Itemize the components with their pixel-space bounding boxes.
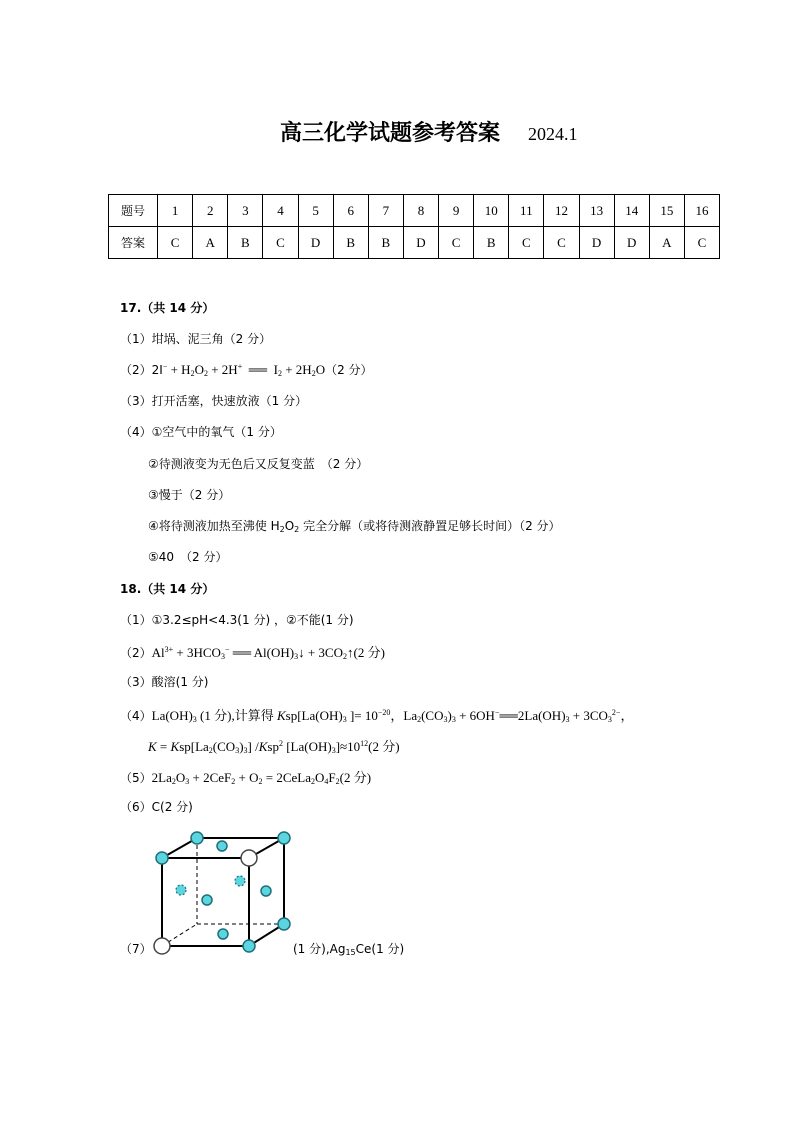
q18-part6: （6）C(2 分) — [120, 800, 193, 814]
q17-part4-3: ③慢于（2 分） — [148, 488, 231, 502]
number-row-label: 题号 — [109, 195, 158, 227]
question-number-cell: 4 — [263, 195, 298, 227]
answer-cell: C — [544, 227, 579, 259]
atom-face-top — [217, 841, 227, 851]
answer-table — [108, 194, 720, 259]
atom-corner — [191, 832, 203, 844]
atom-face-front — [202, 895, 212, 905]
number-row — [109, 195, 720, 227]
answer-row-label: 答案 — [109, 227, 158, 259]
question-number-cell: 16 — [684, 195, 719, 227]
q17-part2-score: （2 分） — [325, 363, 373, 377]
question-number-cell: 9 — [439, 195, 474, 227]
question-number-cell: 5 — [298, 195, 333, 227]
q18-part3: （3）酸溶(1 分) — [120, 675, 209, 689]
crystal-cell-diagram — [150, 828, 300, 958]
question-number-cell: 6 — [333, 195, 368, 227]
title-date: 2024.1 — [528, 124, 578, 144]
q18-part7-answer: (1 分)$,Ag_{15}Ce(1$ 分) — [293, 942, 405, 957]
atom-face-hidden — [235, 876, 245, 886]
answer-cell: C — [158, 227, 193, 259]
page-title — [280, 116, 680, 147]
q18-part2: $(2)Al^{3+} + 3HCO_3^-$ ══ $Al(OH)_3↓$ + $3CO_2↑(2$ 分) — [120, 645, 385, 661]
q18-part4-score: (2 分) — [368, 739, 400, 754]
question-number-cell: 10 — [474, 195, 509, 227]
answer-cell: D — [579, 227, 614, 259]
q17-header: 17.（共 14 分） — [120, 301, 215, 315]
question-number-cell: 3 — [228, 195, 263, 227]
q18-header: 18.（共 14 分） — [120, 582, 215, 596]
question-number-cell: 15 — [649, 195, 684, 227]
question-number-cell: 2 — [193, 195, 228, 227]
answer-cell: B — [228, 227, 263, 259]
title-text: 高三化学试题参考答案 — [280, 121, 501, 146]
answer-cell: A — [193, 227, 228, 259]
answer-cell: C — [509, 227, 544, 259]
answer-cell: B — [474, 227, 509, 259]
q18-part2-score: (2 分) — [353, 645, 385, 660]
question-number-cell: 14 — [614, 195, 649, 227]
q17-part2: $(2)2I^- + H_2O_2 + 2H^+$ ══ $I_2 + 2H_2O(2$ 分） — [120, 362, 373, 378]
answer-cell: D — [403, 227, 438, 259]
question-number-cell: 12 — [544, 195, 579, 227]
q18-part1: （1）①3.2≤pH<4.3(1 分) ，②不能(1 分) — [120, 613, 354, 627]
atom-face-bottom — [218, 929, 228, 939]
answer-cell: D — [614, 227, 649, 259]
q17-part4-1: （4）①空气中的氧气（1 分） — [120, 425, 282, 439]
atom-face-right — [261, 886, 271, 896]
q17-part4-4: ④将待测液加热至沸使 $H_2O_2$ 完全分解（或将待测液静置足够长时间）（2 分） — [148, 519, 561, 534]
q17-part1: （1）坩埚、泥三角（2 分） — [120, 332, 272, 346]
answer-cell: C — [263, 227, 298, 259]
question-number-cell: 8 — [403, 195, 438, 227]
atom-face-hidden — [176, 885, 186, 895]
q17-part3: （3）打开活塞，快速放液（1 分） — [120, 394, 308, 408]
q18-part7-label: （7） — [120, 942, 152, 956]
answer-row — [109, 227, 720, 259]
atom-ce-corner — [241, 850, 257, 866]
answer-cell: B — [333, 227, 368, 259]
atom-corner — [156, 852, 168, 864]
answer-cell: C — [439, 227, 474, 259]
atom-ce-corner — [154, 938, 170, 954]
q17-part4-2: ②待测液变为无色后又反复变蓝 （2 分） — [148, 457, 369, 471]
answer-cell: D — [298, 227, 333, 259]
atom-corner — [243, 940, 255, 952]
q18-part4-line1: $(4)La(OH)_3$ (1 分),计算得 $Ksp[La(OH)_3$ ]= $10^{-20}$，$La_2(CO_3)_3$ + $6OH^-══2La(OH)_3 + 3CO_3^{2-}$， — [120, 708, 634, 724]
question-number-cell: 7 — [368, 195, 403, 227]
question-number-cell: 13 — [579, 195, 614, 227]
q18-part5: $(5)2La_2O_3 + 2CeF_2 + O_2$ = $2CeLa_2O_4F_2(2$ 分) — [120, 770, 372, 786]
atom-corner — [278, 918, 290, 930]
answer-cell: A — [649, 227, 684, 259]
atom-corner — [278, 832, 290, 844]
q18-part4-line2: $K = Ksp[La_2(CO_3)_3]$ /Ksp$^2$ $[La(OH)_3]\approx 10^{12}(2$ 分) — [148, 739, 400, 755]
question-number-cell: 1 — [158, 195, 193, 227]
question-number-cell: 11 — [509, 195, 544, 227]
answer-cell: C — [684, 227, 719, 259]
answer-cell: B — [368, 227, 403, 259]
q17-part4-5: ⑤40 （2 分） — [148, 550, 228, 564]
